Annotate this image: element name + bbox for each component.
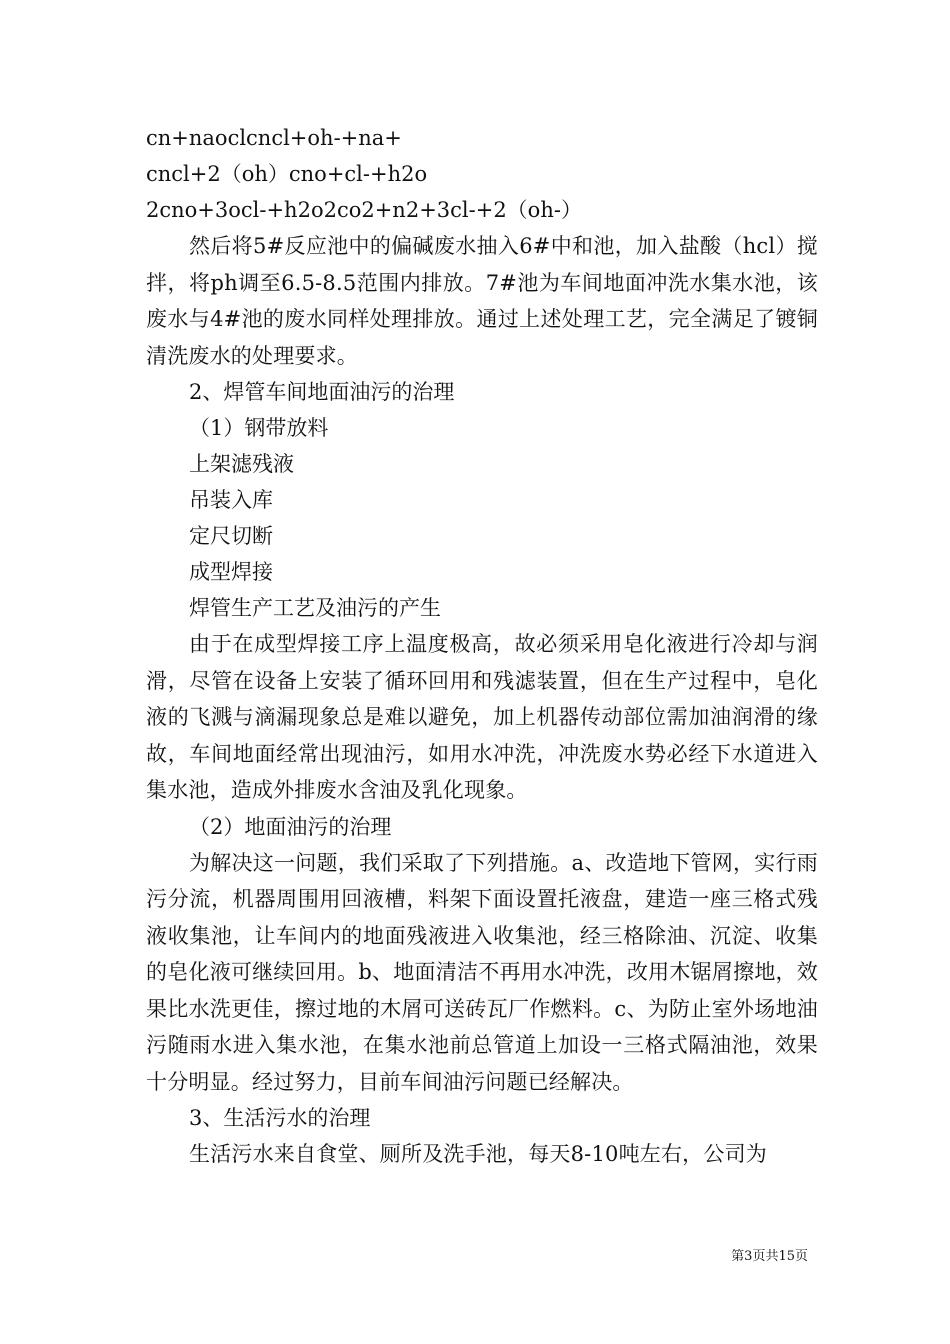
paragraph-measures: 为解决这一问题，我们采取了下列措施。a、改造地下管网，实行雨污分流，机器周围用回液槽，料架下面设置托液盘，建造一座三格式残液收集池，让车间内的地面残液进入收集池，经三格除油、沉淀、收集的皂化液可继续回用。b、地面清洁不再用水冲洗，改用木锯屑擦地，效果比水洗更佳，擦过地的木屑可送砖瓦厂作燃料。c、为防止室外场地油污随雨水进入集水池，在集水池前总管道上加设一三格式隔油池，效果十分明显。经过努力，目前车间油污问题已经解决。 [146, 850, 818, 1094]
formula-line-1: cn+naoclcncl+oh-+na+ [146, 126, 402, 150]
process-step-2: 吊装入库 [189, 488, 273, 512]
page-number-footer: 第3页共15页 [731, 1249, 808, 1264]
paragraph-domestic-sewage: 生活污水来自食堂、厕所及洗手池，每天8-10吨左右，公司为 [189, 1142, 767, 1166]
formula-line-2: cncl+2（oh）cno+cl-+h2o [146, 162, 428, 186]
page-content [146, 120, 818, 1173]
process-step-1: 上架滤残液 [189, 452, 294, 476]
subheading-oil-treatment: （2）地面油污的治理 [189, 814, 392, 839]
paragraph-neutralization: 然后将5#反应池中的偏碱废水抽入6#中和池，加入盐酸（hcl）搅拌，将ph调至6.5-8.5范围内排放。7#池为车间地面冲洗水集水池，该废水与4#池的废水同样处理排放。通过上述处理工艺，完全满足了镀铜清洗废水的处理要求。 [146, 234, 818, 368]
section-heading-2: 2、焊管车间地面油污的治理 [189, 380, 455, 404]
section-heading-3: 3、生活污水的治理 [189, 1106, 371, 1130]
subheading-steel-strip: （1）钢带放料 [189, 416, 329, 440]
formula-line-3: 2cno+3ocl-+h2o2co2+n2+3cl-+2（oh-） [146, 198, 582, 222]
process-step-4: 成型焊接 [189, 560, 273, 584]
paragraph-oil-source: 由于在成型焊接工序上温度极高，故必须采用皂化液进行冷却与润滑，尽管在设备上安装了循环回用和残滤装置，但在生产过程中，皂化液的飞溅与滴漏现象总是难以避免，加上机器传动部位需加油润滑的缘故，车间地面经常出现油污，如用水冲洗，冲洗废水势必经下水道进入集水池，造成外排废水含油及乳化现象。 [146, 632, 818, 802]
process-step-3: 定尺切断 [189, 524, 273, 548]
process-caption: 焊管生产工艺及油污的产生 [189, 596, 441, 620]
